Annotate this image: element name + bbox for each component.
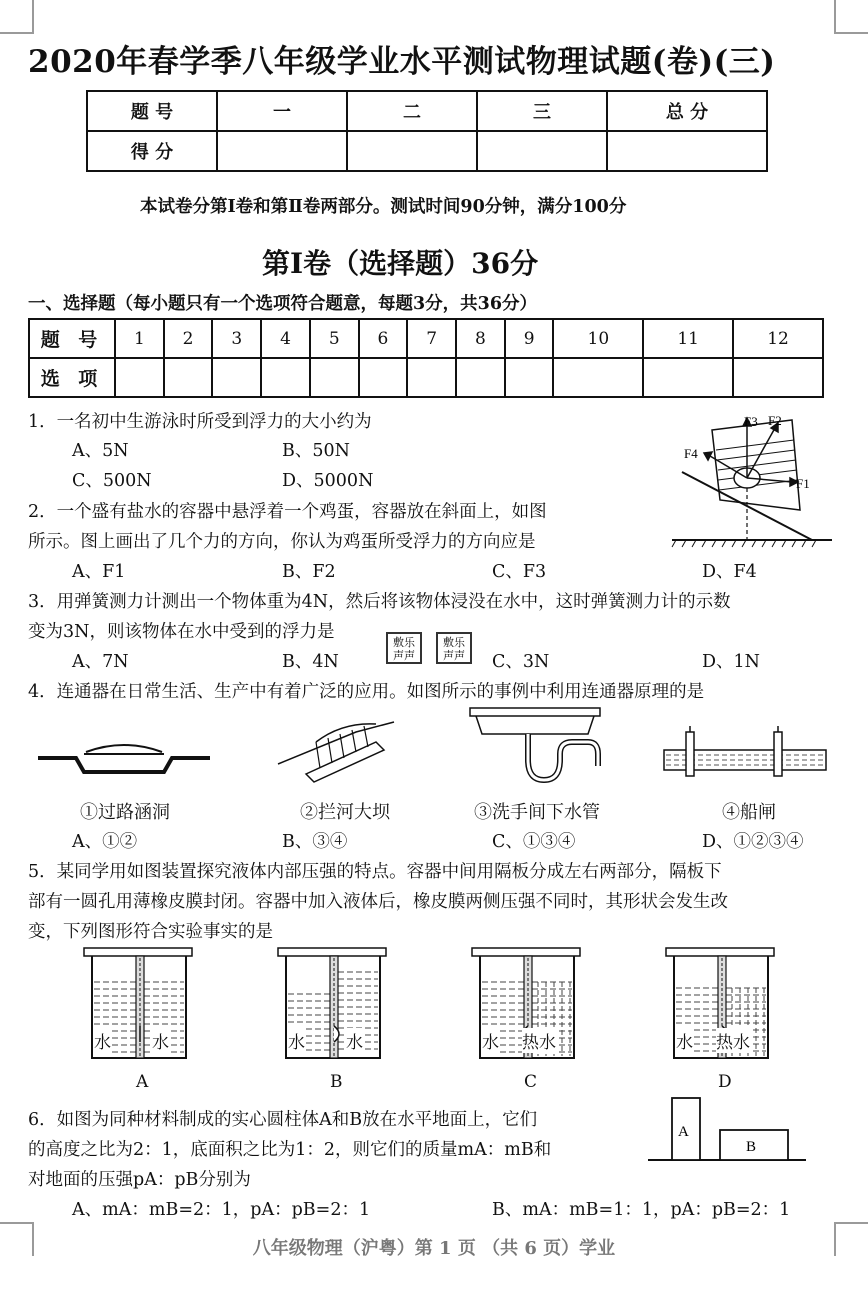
answer-number-cell: 12 [733, 319, 823, 358]
question-5-stem: 5．某同学用如图装置探究液体内部压强的特点。容器中间用隔板分成左右两部分，隔板下 [28, 862, 722, 882]
answer-choice-cell[interactable] [553, 358, 643, 397]
answer-choice-cell[interactable] [643, 358, 733, 397]
beaker-liquid-label: 热水 [716, 1028, 750, 1053]
page-title: 2020年春学季八年级学业水平测试物理试题(卷)(三) [28, 44, 776, 80]
question-1-stem: 1．一名初中生游泳时所受到浮力的大小约为 [28, 412, 372, 432]
question-2-stem: 2．一个盛有盐水的容器中悬浮着一个鸡蛋，容器放在斜面上，如图 [28, 502, 547, 522]
score-header-cell: 总 分 [607, 91, 767, 131]
score-header-cell: 二 [347, 91, 477, 131]
answer-choice-cell[interactable] [359, 358, 408, 397]
score-table-row [87, 91, 767, 131]
answer-choice-cell[interactable] [261, 358, 310, 397]
q6-option-b[interactable]: B、mA：mB=1：1，pA：pB=2：1 [492, 1200, 791, 1220]
question-2-stem-cont: 所示。图上画出了几个力的方向，你认为鸡蛋所受浮力的方向应是 [28, 532, 536, 552]
question-5-stem-cont: 变，下列图形符合实验事实的是 [28, 922, 273, 942]
score-input-cell[interactable] [477, 131, 607, 171]
sink-drain-figure [468, 704, 602, 790]
section-title: 第Ⅰ卷（选择题）36分 [262, 247, 539, 280]
beaker-liquid-label: 水 [152, 1028, 169, 1053]
answer-choice-cell[interactable] [164, 358, 213, 397]
stamp-icon: 敷乐 声声 [436, 632, 472, 664]
question-5-stem-cont: 部有一圆孔用薄橡皮膜封闭。容器中加入液体后，橡皮膜两侧压强不同时，其形状会发生改 [28, 892, 728, 912]
answer-number-row [29, 319, 823, 358]
ship-lock-figure [662, 724, 828, 782]
q1-option-a[interactable]: A、5N [72, 441, 129, 461]
score-header-cell: 一 [217, 91, 347, 131]
beaker-liquid-label: 热水 [522, 1028, 556, 1053]
q4-caption-4: ④船闸 [722, 802, 776, 823]
corner-mark-top-right [834, 0, 868, 34]
answer-number-cell: 6 [359, 319, 408, 358]
dam-figure [276, 712, 396, 784]
score-header-cell: 题 号 [87, 91, 217, 131]
beaker-liquid-label: 水 [482, 1028, 499, 1053]
score-table [86, 90, 768, 172]
cylinders-figure [648, 1092, 808, 1164]
cylinder-label: B [746, 1139, 757, 1155]
answer-choice-cell[interactable] [115, 358, 164, 397]
q4-option-b[interactable]: B、③④ [282, 832, 348, 852]
score-input-cell[interactable] [607, 131, 767, 171]
q2-option-d[interactable]: D、F4 [702, 562, 757, 582]
q1-option-c[interactable]: C、500N [72, 471, 152, 491]
incline-force-diagram [672, 410, 842, 550]
answer-header-label: 题 号 [29, 319, 115, 358]
question-6-stem: 6．如图为同种材料制成的实心圆柱体A和B放在水平地面上，它们 [28, 1110, 538, 1130]
q4-caption-2: ②拦河大坝 [300, 802, 390, 823]
force-label: F2 [768, 413, 782, 428]
q2-option-b[interactable]: B、F2 [282, 562, 336, 582]
score-input-cell[interactable] [347, 131, 477, 171]
beaker-liquid-label: 水 [94, 1028, 111, 1053]
beaker-liquid-label: 水 [676, 1028, 693, 1053]
q2-option-c[interactable]: C、F3 [492, 562, 547, 582]
part1-heading: 一、选择题（每小题只有一个选项符合题意，每题3分，共36分） [28, 294, 538, 314]
score-label-cell: 得 分 [87, 131, 217, 171]
q4-option-c[interactable]: C、①③④ [492, 832, 576, 852]
answer-table [28, 318, 824, 398]
answer-choice-cell[interactable] [456, 358, 505, 397]
beaker-figure-letter: D [718, 1072, 732, 1092]
q4-option-a[interactable]: A、①② [72, 832, 138, 852]
answer-choice-cell[interactable] [733, 358, 823, 397]
q3-option-a[interactable]: A、7N [72, 652, 129, 672]
page-footer: 八年级物理（沪粤）第 1 页 （共 6 页）学业 [252, 1238, 616, 1259]
score-header-cell: 三 [477, 91, 607, 131]
question-4-stem: 4．连通器在日常生活、生产中有着广泛的应用。如图所示的事例中利用连通器原理的是 [28, 682, 705, 702]
force-label: F3 [744, 414, 758, 429]
corner-mark-top-left [0, 0, 34, 34]
q3-option-b[interactable]: B、4N [282, 652, 339, 672]
force-label: F1 [796, 476, 810, 491]
question-6-stem-cont: 对地面的压强pA：pB分别为 [28, 1170, 251, 1190]
cylinder-label: A [678, 1124, 689, 1140]
answer-number-cell: 4 [261, 319, 310, 358]
culvert-figure [36, 730, 212, 790]
q4-option-d[interactable]: D、①②③④ [702, 832, 804, 852]
answer-number-cell: 1 [115, 319, 164, 358]
answer-choice-row [29, 358, 823, 397]
answer-choice-label: 选 项 [29, 358, 115, 397]
answer-choice-cell[interactable] [407, 358, 456, 397]
question-3-stem: 3．用弹簧测力计测出一个物体重为4N，然后将该物体浸没在水中，这时弹簧测力计的示数 [28, 592, 731, 612]
answer-choice-cell[interactable] [212, 358, 261, 397]
score-input-cell[interactable] [217, 131, 347, 171]
answer-number-cell: 11 [643, 319, 733, 358]
q1-option-b[interactable]: B、50N [282, 441, 350, 461]
score-table-row [87, 131, 767, 171]
answer-number-cell: 7 [407, 319, 456, 358]
q2-option-a[interactable]: A、F1 [72, 562, 126, 582]
answer-number-cell: 2 [164, 319, 213, 358]
answer-number-cell: 5 [310, 319, 359, 358]
q4-caption-1: ①过路涵洞 [80, 802, 170, 823]
beaker-liquid-label: 水 [288, 1028, 305, 1053]
beaker-liquid-label: 水 [346, 1028, 363, 1053]
q6-option-a[interactable]: A、mA：mB=2：1，pA：pB=2：1 [72, 1200, 371, 1220]
answer-number-cell: 10 [553, 319, 643, 358]
force-label: F4 [684, 446, 698, 461]
beaker-figure-letter: B [330, 1072, 343, 1092]
q3-option-d[interactable]: D、1N [702, 652, 760, 672]
exam-intro: 本试卷分第Ⅰ卷和第Ⅱ卷两部分。测试时间90分钟，满分100分 [140, 197, 627, 217]
answer-number-cell: 8 [456, 319, 505, 358]
answer-number-cell: 3 [212, 319, 261, 358]
answer-choice-cell[interactable] [505, 358, 554, 397]
question-3-stem-cont: 变为3N，则该物体在水中受到的浮力是 [28, 622, 335, 642]
q1-option-d[interactable]: D、5000N [282, 471, 374, 491]
stamp-icon: 敷乐 声声 [386, 632, 422, 664]
beaker-figure-letter: A [136, 1072, 149, 1092]
q4-caption-3: ③洗手间下水管 [474, 802, 600, 823]
beaker-figure-letter: C [524, 1072, 538, 1092]
q3-option-c[interactable]: C、3N [492, 652, 550, 672]
question-6-stem-cont: 的高度之比为2：1，底面积之比为1：2，则它们的质量mA：mB和 [28, 1140, 552, 1160]
answer-number-cell: 9 [505, 319, 554, 358]
answer-choice-cell[interactable] [310, 358, 359, 397]
